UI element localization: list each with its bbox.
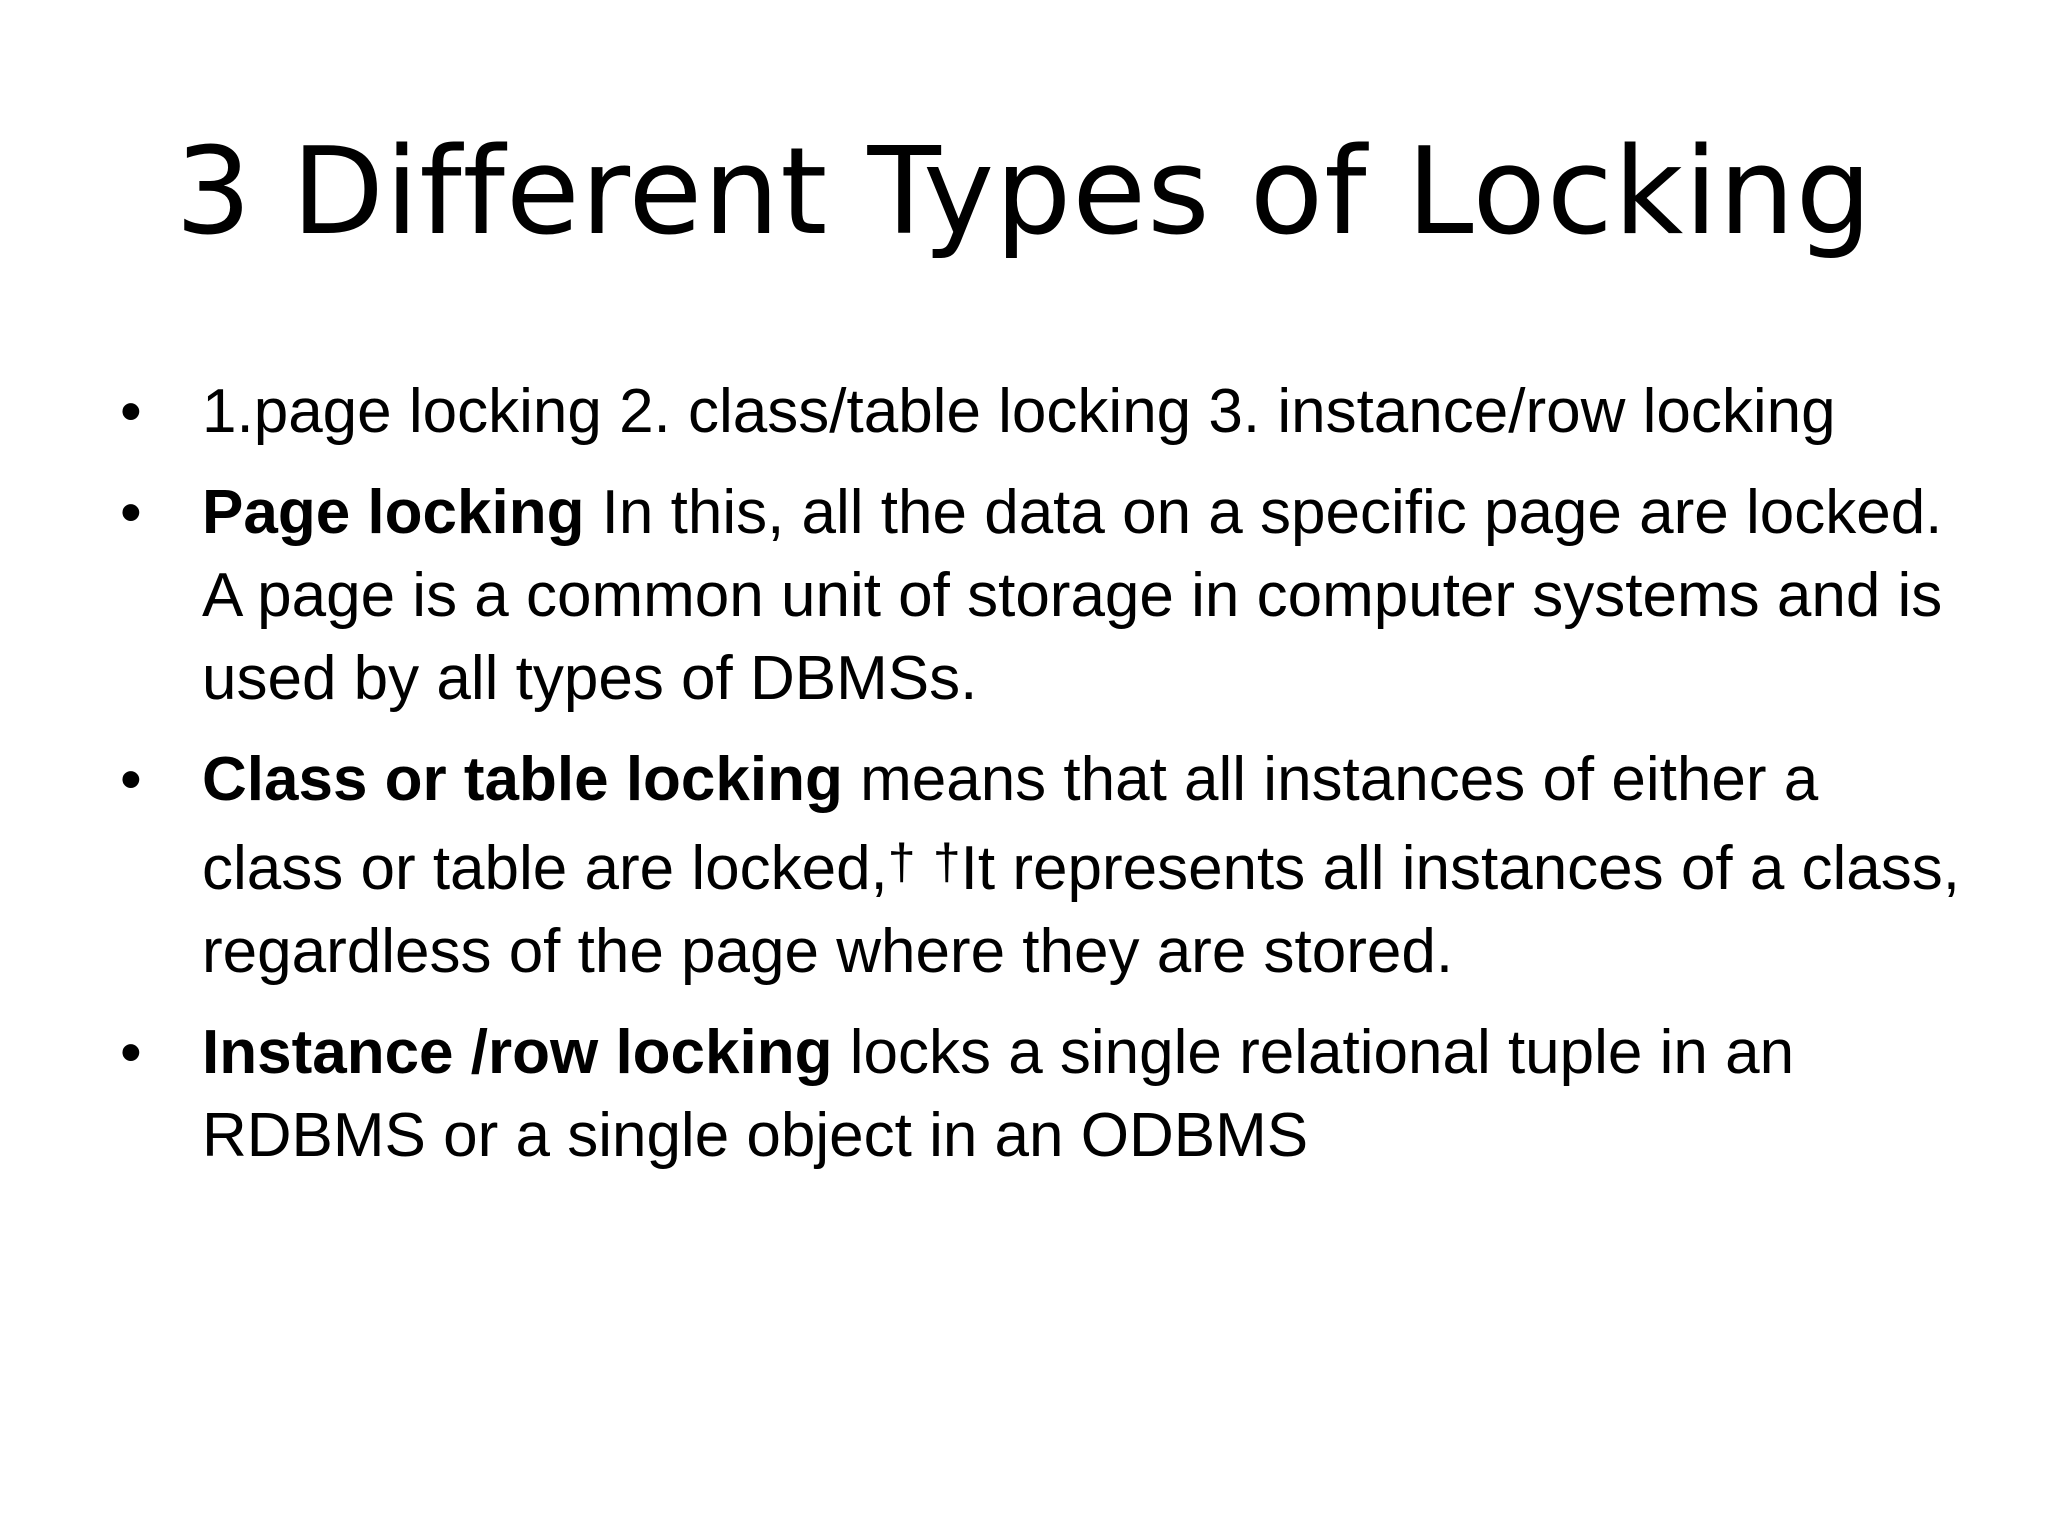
bullet-term: Class or table locking — [202, 745, 843, 814]
bullet-dot-icon: • — [120, 1018, 142, 1087]
slide-title: 3 Different Types of Locking — [175, 123, 1873, 262]
bullet-item-row-locking — [120, 1011, 1960, 1177]
bullet-term: Instance /row locking — [202, 1018, 833, 1087]
bullet-item-page-locking — [120, 471, 1960, 720]
bullet-text: 1.page locking 2. class/table locking 3. instance/row locking — [202, 377, 1836, 446]
bullet-text: means that all instances of either a class or table are locked, — [202, 745, 1819, 903]
bullet-item-class-locking — [120, 738, 1960, 993]
bullet-text: In this, all the data on a specific page are locked. A page is a common unit of storage in computer systems and is used by all types of DBMSs. — [202, 478, 1943, 713]
bullet-dot-icon: • — [120, 377, 142, 446]
bullet-dot-icon: • — [120, 478, 142, 547]
bullet-term: Page locking — [202, 478, 585, 547]
dagger-mark: † — [887, 834, 916, 890]
bullet-text: locks a single relational tuple in an RDBMS or a single object in an ODBMS — [202, 1018, 1795, 1170]
bullet-list — [120, 370, 1960, 1195]
dagger-mark: † — [932, 834, 961, 890]
bullet-text-continued: It represents all instances of a class, regardless of the page where they are stored. — [202, 834, 1961, 986]
bullet-item-types — [120, 370, 1960, 453]
bullet-dot-icon: • — [120, 745, 142, 814]
